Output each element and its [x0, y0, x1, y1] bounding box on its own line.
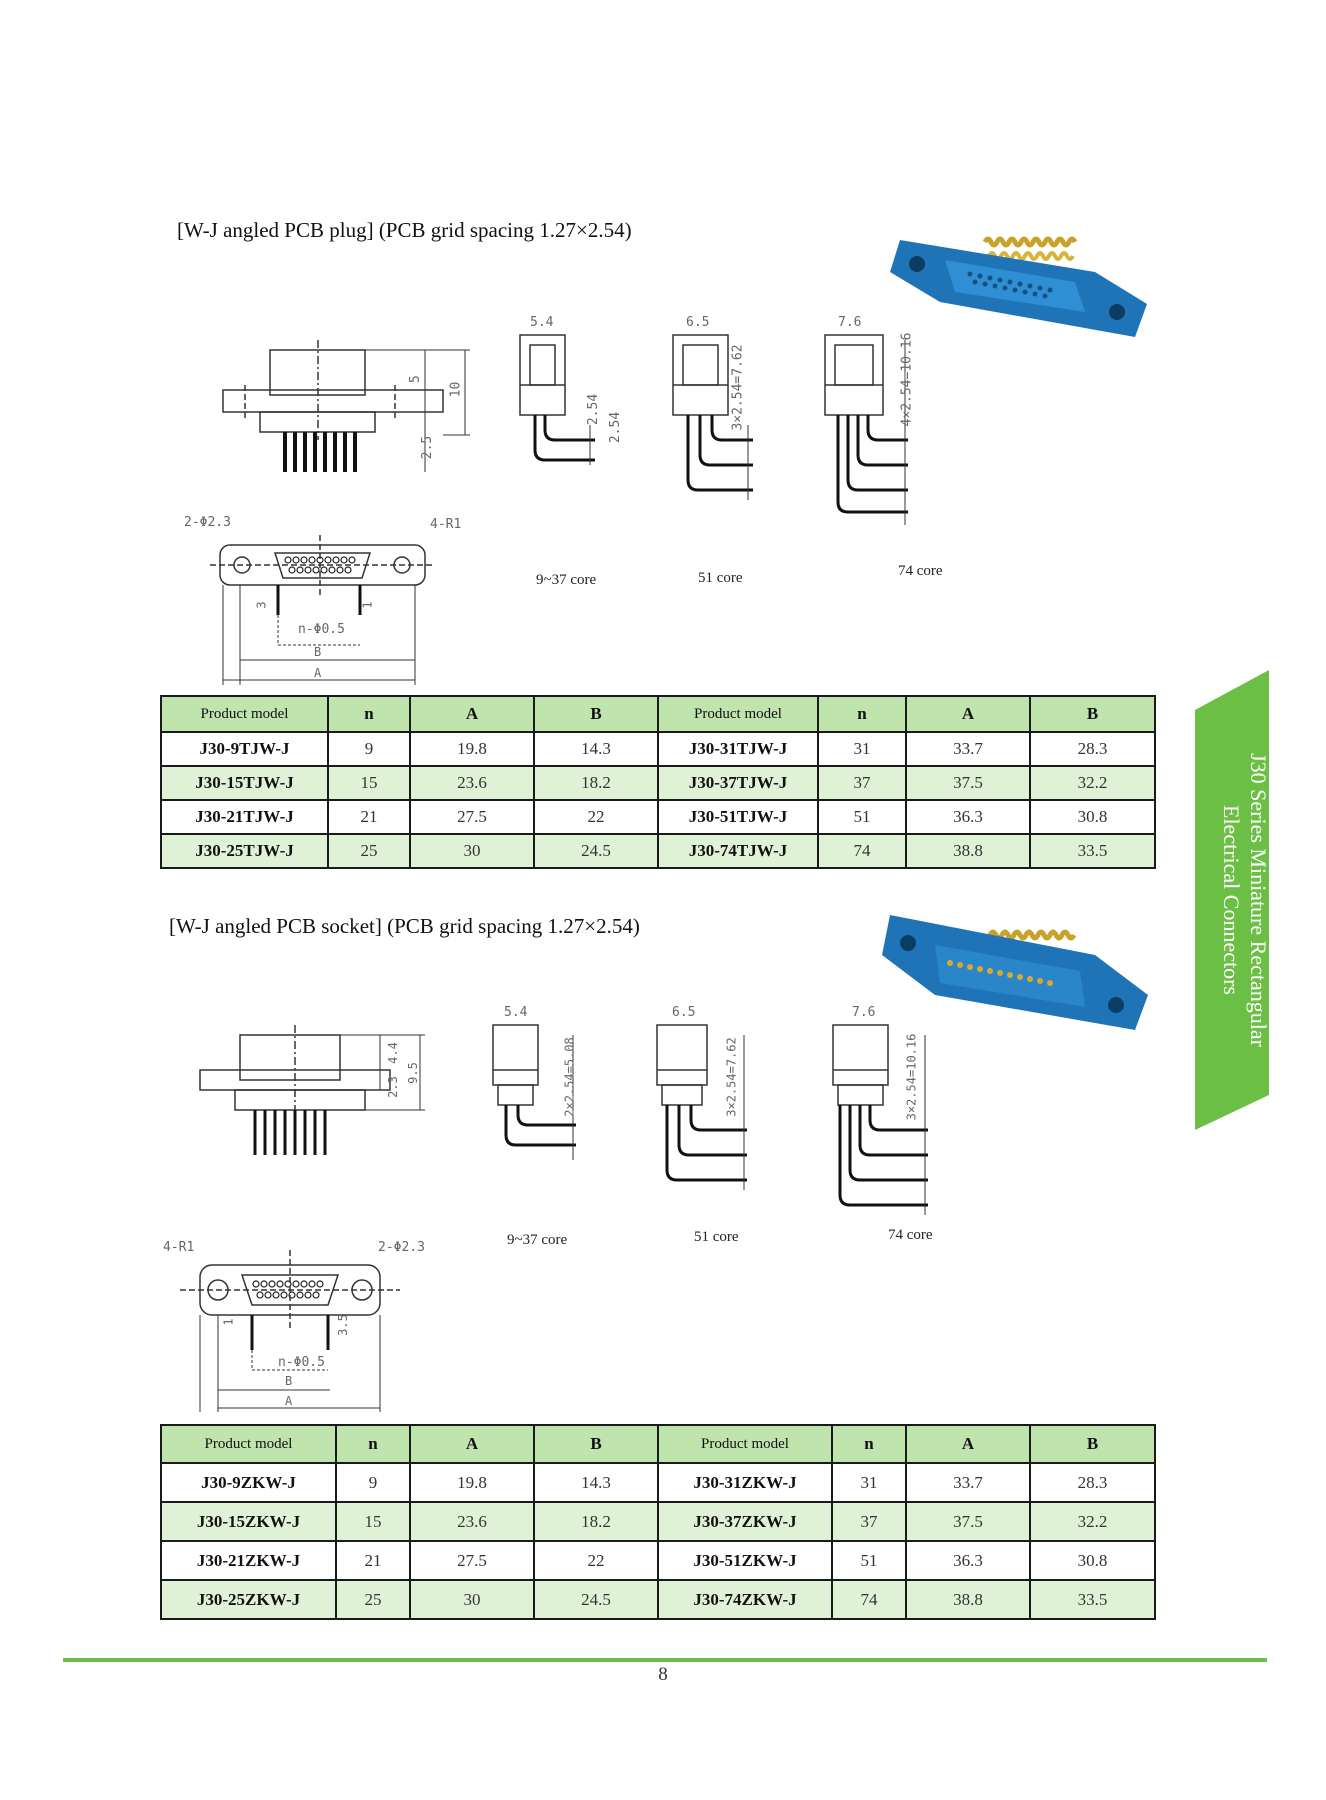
plug-pin-label: n-Φ0.5 [298, 622, 345, 637]
n-cell: 37 [832, 1502, 906, 1541]
header-a: A [906, 696, 1030, 732]
socket-caption-51: 51 core [694, 1229, 739, 1245]
model-cell: J30-21TJW-J [161, 800, 328, 834]
table-header-row [161, 696, 1155, 732]
socket-caption-9-37: 9~37 core [507, 1232, 568, 1248]
plug-pitch-b: 2.54 [608, 411, 624, 444]
b-cell: 30.8 [1030, 800, 1155, 834]
b-cell: 28.3 [1030, 1463, 1155, 1502]
header-b: B [534, 696, 658, 732]
model-cell: J30-37ZKW-J [658, 1502, 832, 1541]
model-cell: J30-74TJW-J [658, 834, 818, 868]
socket-spec-table [160, 1424, 1156, 1620]
gold-pins-icon [985, 239, 1075, 259]
header-a: A [410, 1425, 534, 1463]
plug-spec-table [160, 695, 1156, 869]
n-cell: 25 [328, 834, 410, 868]
b-cell: 24.5 [534, 834, 658, 868]
a-cell: 33.7 [906, 1463, 1030, 1502]
a-cell: 33.7 [906, 732, 1030, 766]
plug-profile-51-drawing [668, 330, 788, 510]
socket-width-51: 6.5 [672, 1005, 696, 1020]
socket-profile-74-drawing [828, 1020, 958, 1220]
plug-dim-3: 3 [254, 601, 269, 609]
plug-pitch-74: 4×2.54=10.16 [899, 332, 915, 427]
side-tab-line2: Electrical Connectors [1219, 805, 1244, 995]
n-cell: 9 [336, 1463, 410, 1502]
n-cell: 15 [336, 1502, 410, 1541]
n-cell: 21 [336, 1541, 410, 1580]
b-cell: 14.3 [534, 1463, 658, 1502]
header-n: n [328, 696, 410, 732]
table-header-row [161, 1425, 1155, 1463]
header-n: n [818, 696, 906, 732]
header-product-model: Product model [658, 696, 818, 732]
b-cell: 30.8 [1030, 1541, 1155, 1580]
plug-product-photo [885, 212, 1147, 342]
plug-radius-label: 4-R1 [430, 517, 462, 532]
n-cell: 31 [818, 732, 906, 766]
model-cell: J30-31ZKW-J [658, 1463, 832, 1502]
header-a: A [410, 696, 534, 732]
socket-pitch-51: 3×2.54=7.62 [724, 1037, 739, 1117]
b-cell: 18.2 [534, 766, 658, 800]
socket-caption-74: 74 core [888, 1227, 933, 1243]
model-cell: J30-25ZKW-J [161, 1580, 336, 1619]
socket-dim-3-5: 3.5 [335, 1314, 350, 1336]
b-cell: 22 [534, 800, 658, 834]
header-product-model: Product model [161, 1425, 336, 1463]
table-row [161, 1463, 1155, 1502]
a-cell: 37.5 [906, 1502, 1030, 1541]
header-a: A [906, 1425, 1030, 1463]
table-row [161, 834, 1155, 868]
header-n: n [832, 1425, 906, 1463]
plug-width-74: 7.6 [838, 315, 862, 330]
plug-dim-b: B [314, 645, 322, 659]
table-row [161, 732, 1155, 766]
b-cell: 18.2 [534, 1502, 658, 1541]
table-row [161, 800, 1155, 834]
header-product-model: Product model [658, 1425, 832, 1463]
a-cell: 19.8 [410, 1463, 534, 1502]
model-cell: J30-15TJW-J [161, 766, 328, 800]
socket-profile-9-37-drawing [488, 1020, 598, 1180]
page-number: 8 [658, 1664, 668, 1685]
b-cell: 14.3 [534, 732, 658, 766]
plug-caption-9-37: 9~37 core [536, 572, 597, 588]
n-cell: 37 [818, 766, 906, 800]
plug-profile-9-37-drawing [515, 330, 635, 490]
b-cell: 28.3 [1030, 732, 1155, 766]
a-cell: 38.8 [906, 834, 1030, 868]
b-cell: 22 [534, 1541, 658, 1580]
model-cell: J30-74ZKW-J [658, 1580, 832, 1619]
socket-dim-9-5: 9.5 [405, 1062, 420, 1084]
header-n: n [336, 1425, 410, 1463]
model-cell: J30-31TJW-J [658, 732, 818, 766]
n-cell: 15 [328, 766, 410, 800]
model-cell: J30-9ZKW-J [161, 1463, 336, 1502]
socket-profile-51-drawing [652, 1020, 772, 1200]
socket-pin-label: n-Φ0.5 [278, 1355, 325, 1370]
socket-section-heading: [W-J angled PCB socket] (PCB grid spacing 1.27×2.54) [169, 914, 640, 938]
socket-pitch-74: 3×2.54=10.16 [904, 1033, 919, 1121]
model-cell: J30-51ZKW-J [658, 1541, 832, 1580]
plug-profile-74-drawing [820, 330, 940, 530]
n-cell: 9 [328, 732, 410, 766]
plug-pitch-51: 3×2.54=7.62 [730, 344, 746, 431]
plug-width-9-37: 5.4 [530, 315, 554, 330]
a-cell: 36.3 [906, 1541, 1030, 1580]
a-cell: 37.5 [906, 766, 1030, 800]
side-tab-title [1192, 670, 1272, 1130]
header-b: B [534, 1425, 658, 1463]
socket-dim-2-3: 2.3 [385, 1076, 400, 1098]
a-cell: 30 [410, 834, 534, 868]
header-product-model: Product model [161, 696, 328, 732]
table-row [161, 1502, 1155, 1541]
plug-holes-label: 2-Φ2.3 [184, 515, 231, 530]
socket-dim-4-4: 4.4 [385, 1042, 400, 1064]
side-tab-line1: J30 Series Miniature Rectangular [1246, 753, 1271, 1047]
plug-dim-2-5: 2.5 [420, 435, 436, 460]
a-cell: 27.5 [410, 1541, 534, 1580]
a-cell: 38.8 [906, 1580, 1030, 1619]
table-row [161, 766, 1155, 800]
b-cell: 24.5 [534, 1580, 658, 1619]
plug-width-51: 6.5 [686, 315, 710, 330]
a-cell: 36.3 [906, 800, 1030, 834]
socket-pitch-9-37: 2×2.54=5.08 [562, 1037, 577, 1117]
n-cell: 51 [818, 800, 906, 834]
header-b: B [1030, 696, 1155, 732]
model-cell: J30-37TJW-J [658, 766, 818, 800]
plug-caption-51: 51 core [698, 570, 743, 586]
header-b: B [1030, 1425, 1155, 1463]
b-cell: 32.2 [1030, 766, 1155, 800]
table-row [161, 1580, 1155, 1619]
socket-product-photo [880, 905, 1150, 1035]
plug-pitch-a: 2.54 [586, 393, 602, 426]
socket-width-9-37: 5.4 [504, 1005, 528, 1020]
plug-front-view-drawing [180, 520, 460, 685]
model-cell: J30-25TJW-J [161, 834, 328, 868]
a-cell: 23.6 [410, 766, 534, 800]
model-cell: J30-21ZKW-J [161, 1541, 336, 1580]
a-cell: 30 [410, 1580, 534, 1619]
b-cell: 33.5 [1030, 1580, 1155, 1619]
plug-dim-1: 1 [360, 601, 375, 609]
n-cell: 21 [328, 800, 410, 834]
b-cell: 32.2 [1030, 1502, 1155, 1541]
model-cell: J30-9TJW-J [161, 732, 328, 766]
table-row [161, 1541, 1155, 1580]
b-cell: 33.5 [1030, 834, 1155, 868]
plug-dim-10: 10 [448, 381, 464, 398]
socket-front-view-drawing [160, 1240, 430, 1420]
a-cell: 27.5 [410, 800, 534, 834]
n-cell: 31 [832, 1463, 906, 1502]
plug-dim-5: 5 [408, 375, 423, 383]
plug-dim-a: A [314, 666, 322, 680]
a-cell: 23.6 [410, 1502, 534, 1541]
model-cell: J30-15ZKW-J [161, 1502, 336, 1541]
n-cell: 74 [832, 1580, 906, 1619]
socket-holes-label: 2-Φ2.3 [378, 1240, 425, 1255]
socket-dim-b: B [285, 1374, 293, 1388]
model-cell: J30-51TJW-J [658, 800, 818, 834]
a-cell: 19.8 [410, 732, 534, 766]
n-cell: 25 [336, 1580, 410, 1619]
n-cell: 51 [832, 1541, 906, 1580]
footer-divider [63, 1658, 1267, 1662]
plug-caption-74: 74 core [898, 563, 943, 579]
n-cell: 74 [818, 834, 906, 868]
socket-dim-1: 1 [221, 1318, 236, 1326]
socket-radius-label: 4-R1 [163, 1240, 195, 1255]
socket-dim-a: A [285, 1394, 293, 1408]
plug-section-heading: [W-J angled PCB plug] (PCB grid spacing 1.27×2.54) [177, 218, 632, 242]
socket-width-74: 7.6 [852, 1005, 876, 1020]
